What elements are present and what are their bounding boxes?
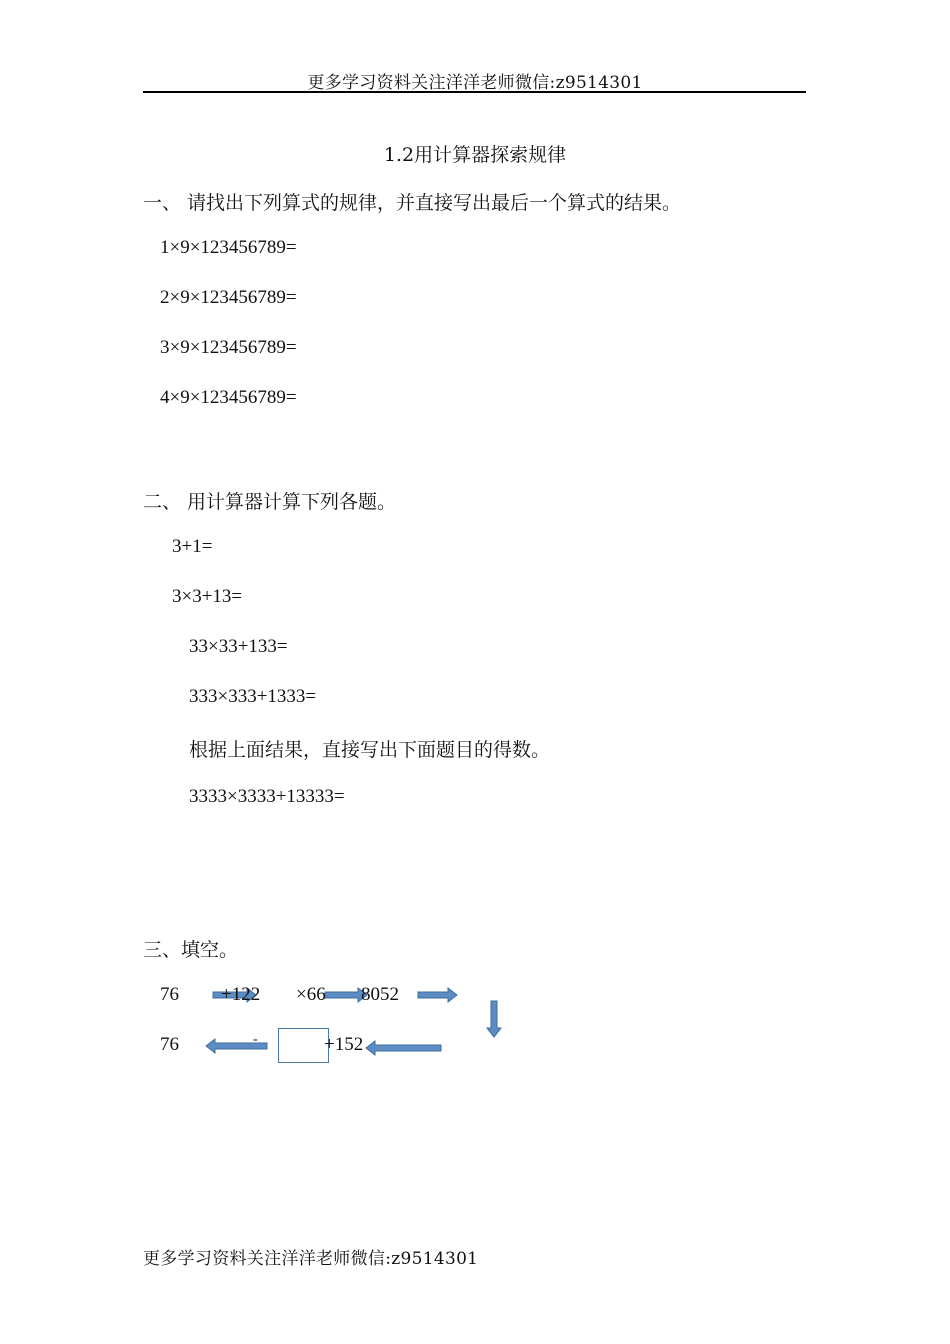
flow-start-number: 76 — [160, 984, 179, 1005]
calc-final: 3333×3333+13333= — [189, 786, 345, 807]
equation-3: 3×9×123456789= — [160, 337, 297, 358]
equation-4: 4×9×123456789= — [160, 387, 297, 408]
arrow-right-3 — [418, 988, 457, 1002]
calc-2: 3×3+13= — [172, 586, 243, 607]
section-1-heading: 一、 请找出下列算式的规律，并直接写出最后一个算式的结果。 — [143, 192, 682, 214]
calc-3: 33×33+133= — [189, 636, 288, 657]
equation-2: 2×9×123456789= — [160, 287, 297, 308]
flow-end-number: 76 — [160, 1034, 179, 1055]
arrow-down — [487, 1001, 501, 1037]
flow-op-add-122: +122 — [221, 984, 261, 1005]
calc-1: 3+1= — [172, 536, 213, 557]
calc-4: 333×333+1333= — [189, 686, 317, 707]
flow-result-8052: 8052 — [361, 984, 399, 1005]
section-3-heading: 三、填空。 — [143, 939, 239, 961]
equation-1: 1×9×123456789= — [160, 237, 297, 258]
page-footer: 更多学习资料关注洋洋老师微信:z9514301 — [143, 1249, 479, 1269]
flow-op-multiply-66: ×66 — [296, 984, 326, 1005]
instruction-text: 根据上面结果，直接写出下面题目的得数。 — [189, 739, 551, 761]
answer-blank-box[interactable] — [278, 1028, 329, 1063]
flow-op-minus: - — [253, 1032, 258, 1047]
flow-op-add-152: +152 — [324, 1034, 364, 1055]
page-title: 1.2用计算器探索规律 — [383, 144, 567, 166]
section-2-heading: 二、 用计算器计算下列各题。 — [143, 491, 397, 513]
page-header: 更多学习资料关注洋洋老师微信:z9514301 — [307, 73, 643, 93]
arrow-left-1 — [366, 1041, 441, 1055]
